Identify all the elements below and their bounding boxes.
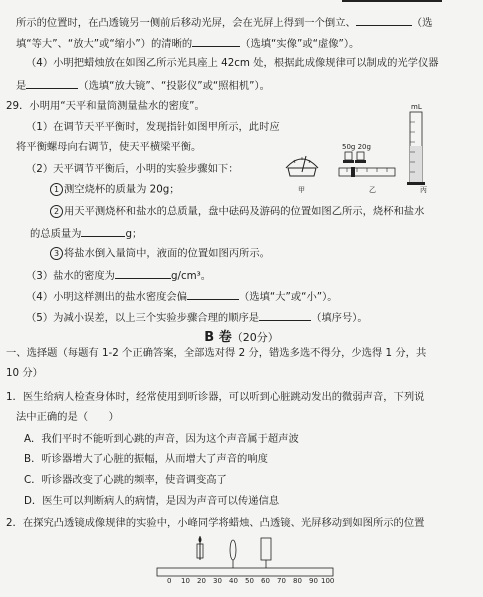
ruler-tick: 30 xyxy=(213,577,222,585)
svg-text:mL: mL xyxy=(411,103,422,111)
text-line: （4）小明这样测出的盐水密度会偏 （选填“大”或“小”）。 xyxy=(26,291,338,303)
ruler-tick: 60 xyxy=(261,577,270,585)
label-bing: 丙 xyxy=(420,186,427,194)
question-29-title: 29．小明用“天平和量筒测量盐水的密度”。 xyxy=(6,100,205,112)
figure-yi-weights xyxy=(337,142,399,184)
text-line: 是 （选填“放大镜”、“投影仪”或“照相机”）。 xyxy=(16,80,270,92)
option-b: B．听诊器增大了心脏的振幅，从而增大了声音的响度 xyxy=(24,453,268,465)
text-line: 10 分） xyxy=(6,367,43,379)
weights-label: 50g 20g xyxy=(342,143,371,151)
step-1: 1 测空烧杯的质量为 20g； xyxy=(50,183,180,197)
ruler-tick: 40 xyxy=(229,577,238,585)
ruler-tick: 70 xyxy=(277,577,286,585)
text-line: （4）小明把蜡烛放在如图乙所示光具座上 42cm 处，根据此成像规律可以制成的光学仪器 xyxy=(26,57,439,69)
option-a: A．我们平时不能听到心跳的声音，因为这个声音属于超声波 xyxy=(24,433,299,445)
text-line: （3）盐水的密度为 g/cm³。 xyxy=(26,270,212,282)
step-3: 3 将盐水倒入量筒中，液面的位置如图丙所示。 xyxy=(50,247,270,261)
option-d: D．医生可以判断病人的病情，是因为声音可以传递信息 xyxy=(24,495,280,507)
ruler-tick: 50 xyxy=(245,577,254,585)
question-1: 1．医生给病人检查身体时，经常使用到听诊器，可以听到心脏跳动发出的微弱声音，下列说 xyxy=(6,391,425,403)
text-line: 所示的位置时，在凸透镜另一侧前后移动光屏，会在光屏上得到一个倒立、 （选 xyxy=(16,17,433,29)
text-line: 的总质量为 g； xyxy=(30,228,143,240)
ruler-tick: 100 xyxy=(321,577,335,585)
ruler-tick: 80 xyxy=(293,577,302,585)
text-line: 一、选择题（每题有 1-2 个正确答案，全部选对得 2 分，错选多选不得分，少选得 1 分，共 xyxy=(6,347,427,359)
step-2: 2 用天平测烧杯和盐水的总质量，盘中砝码及游码的位置如图乙所示，烧杯和盐水 xyxy=(50,205,424,219)
ruler-tick: 0 xyxy=(167,577,172,585)
option-c: C．听诊器改变了心跳的频率，使音调变高了 xyxy=(24,474,227,486)
top-rule xyxy=(342,0,442,2)
text-line: （1）在调节天平平衡时，发现指针如图甲所示，此时应 xyxy=(26,121,280,133)
label-yi: 乙 xyxy=(369,186,376,194)
text-line: （5）为减小误差，以上三个实验步骤合理的顺序是 （填序号）。 xyxy=(26,312,368,324)
text-line: 填“等大”、“放大”或“缩小”）的清晰的 （选填“实像”或“虚像”）。 xyxy=(16,38,360,50)
text-line: （2）天平调节平衡后，小明的实验步骤如下： xyxy=(26,163,239,175)
label-jia: 甲 xyxy=(298,186,305,194)
text-line: 将平衡螺母向右调节，使天平横梁平衡。 xyxy=(16,141,202,153)
figure-optical-bench xyxy=(155,530,335,585)
text-line: 法中正确的是（ ） xyxy=(16,411,119,423)
figure-bing-cylinder xyxy=(405,102,427,188)
section-b-heading: B 卷（20分） xyxy=(204,330,279,345)
ruler-tick: 20 xyxy=(197,577,206,585)
figure-jia-pointer xyxy=(282,146,322,186)
question-2: 2．在探究凸透镜成像规律的实验中，小峰同学将蜡烛、凸透镜、光屏移动到如图所示的位置 xyxy=(6,517,425,529)
ruler-tick: 10 xyxy=(181,577,190,585)
ruler-tick: 90 xyxy=(309,577,318,585)
